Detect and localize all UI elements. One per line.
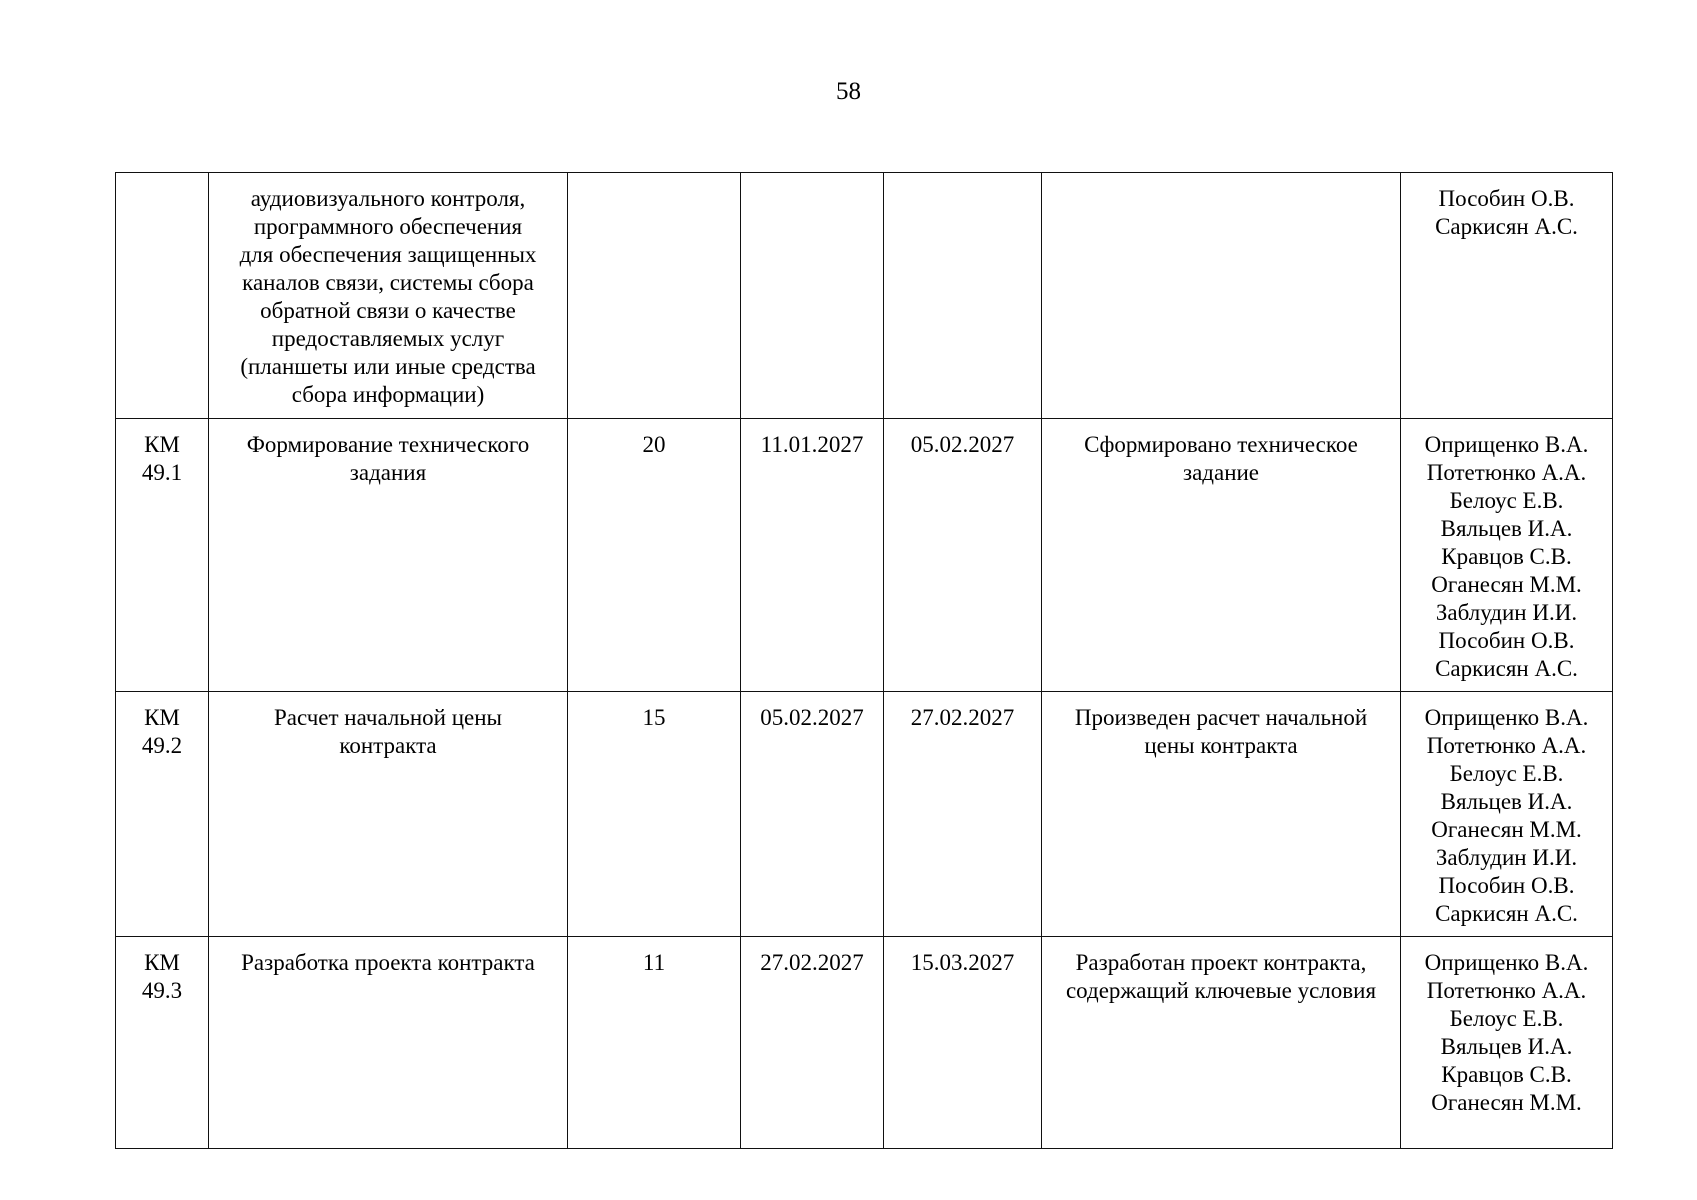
table-row: [116, 173, 1613, 419]
responsible-cell: Пособин О.В. Саркисян А.С.: [1401, 173, 1613, 419]
schedule-table: [115, 172, 1613, 1149]
duration-cell: 11: [568, 937, 741, 1149]
result-cell: Сформировано техническое задание: [1042, 419, 1401, 692]
responsible-cell: Оприщенко В.А. Потетюнко А.А. Белоус Е.В. Вяльцев И.А. Оганесян М.М. Заблудин И.И. Пособин О.В. Саркисян А.С.: [1401, 692, 1613, 937]
end-date-cell: 15.03.2027: [884, 937, 1042, 1149]
table-row: [116, 937, 1613, 1149]
result-cell: [1042, 173, 1401, 419]
name-cell: Разработка проекта контракта: [209, 937, 568, 1149]
code-cell: КМ 49.2: [116, 692, 209, 937]
start-date-cell: 27.02.2027: [741, 937, 884, 1149]
result-cell: Разработан проект контракта, содержащий ключевые условия: [1042, 937, 1401, 1149]
code-cell: КМ 49.1: [116, 419, 209, 692]
end-date-cell: [884, 173, 1042, 419]
code-cell: [116, 173, 209, 419]
start-date-cell: 05.02.2027: [741, 692, 884, 937]
duration-cell: [568, 173, 741, 419]
code-cell: КМ 49.3: [116, 937, 209, 1149]
result-cell: Произведен расчет начальной цены контракта: [1042, 692, 1401, 937]
end-date-cell: 27.02.2027: [884, 692, 1042, 937]
table-row: [116, 419, 1613, 692]
start-date-cell: [741, 173, 884, 419]
table-row: [116, 692, 1613, 937]
duration-cell: 15: [568, 692, 741, 937]
start-date-cell: 11.01.2027: [741, 419, 884, 692]
responsible-cell: Оприщенко В.А. Потетюнко А.А. Белоус Е.В. Вяльцев И.А. Кравцов С.В. Оганесян М.М. Заблудин И.И. Пособин О.В. Саркисян А.С.: [1401, 419, 1613, 692]
name-cell: аудиовизуального контроля, программного обеспечения для обеспечения защищенных каналов связи, системы сбора обратной связи о качестве предоставляемых услуг (планшеты или иные средства сбора информации): [209, 173, 568, 419]
name-cell: Расчет начальной цены контракта: [209, 692, 568, 937]
responsible-cell: Оприщенко В.А. Потетюнко А.А. Белоус Е.В. Вяльцев И.А. Кравцов С.В. Оганесян М.М.: [1401, 937, 1613, 1149]
name-cell: Формирование технического задания: [209, 419, 568, 692]
duration-cell: 20: [568, 419, 741, 692]
end-date-cell: 05.02.2027: [884, 419, 1042, 692]
page-number: 58: [836, 78, 861, 105]
